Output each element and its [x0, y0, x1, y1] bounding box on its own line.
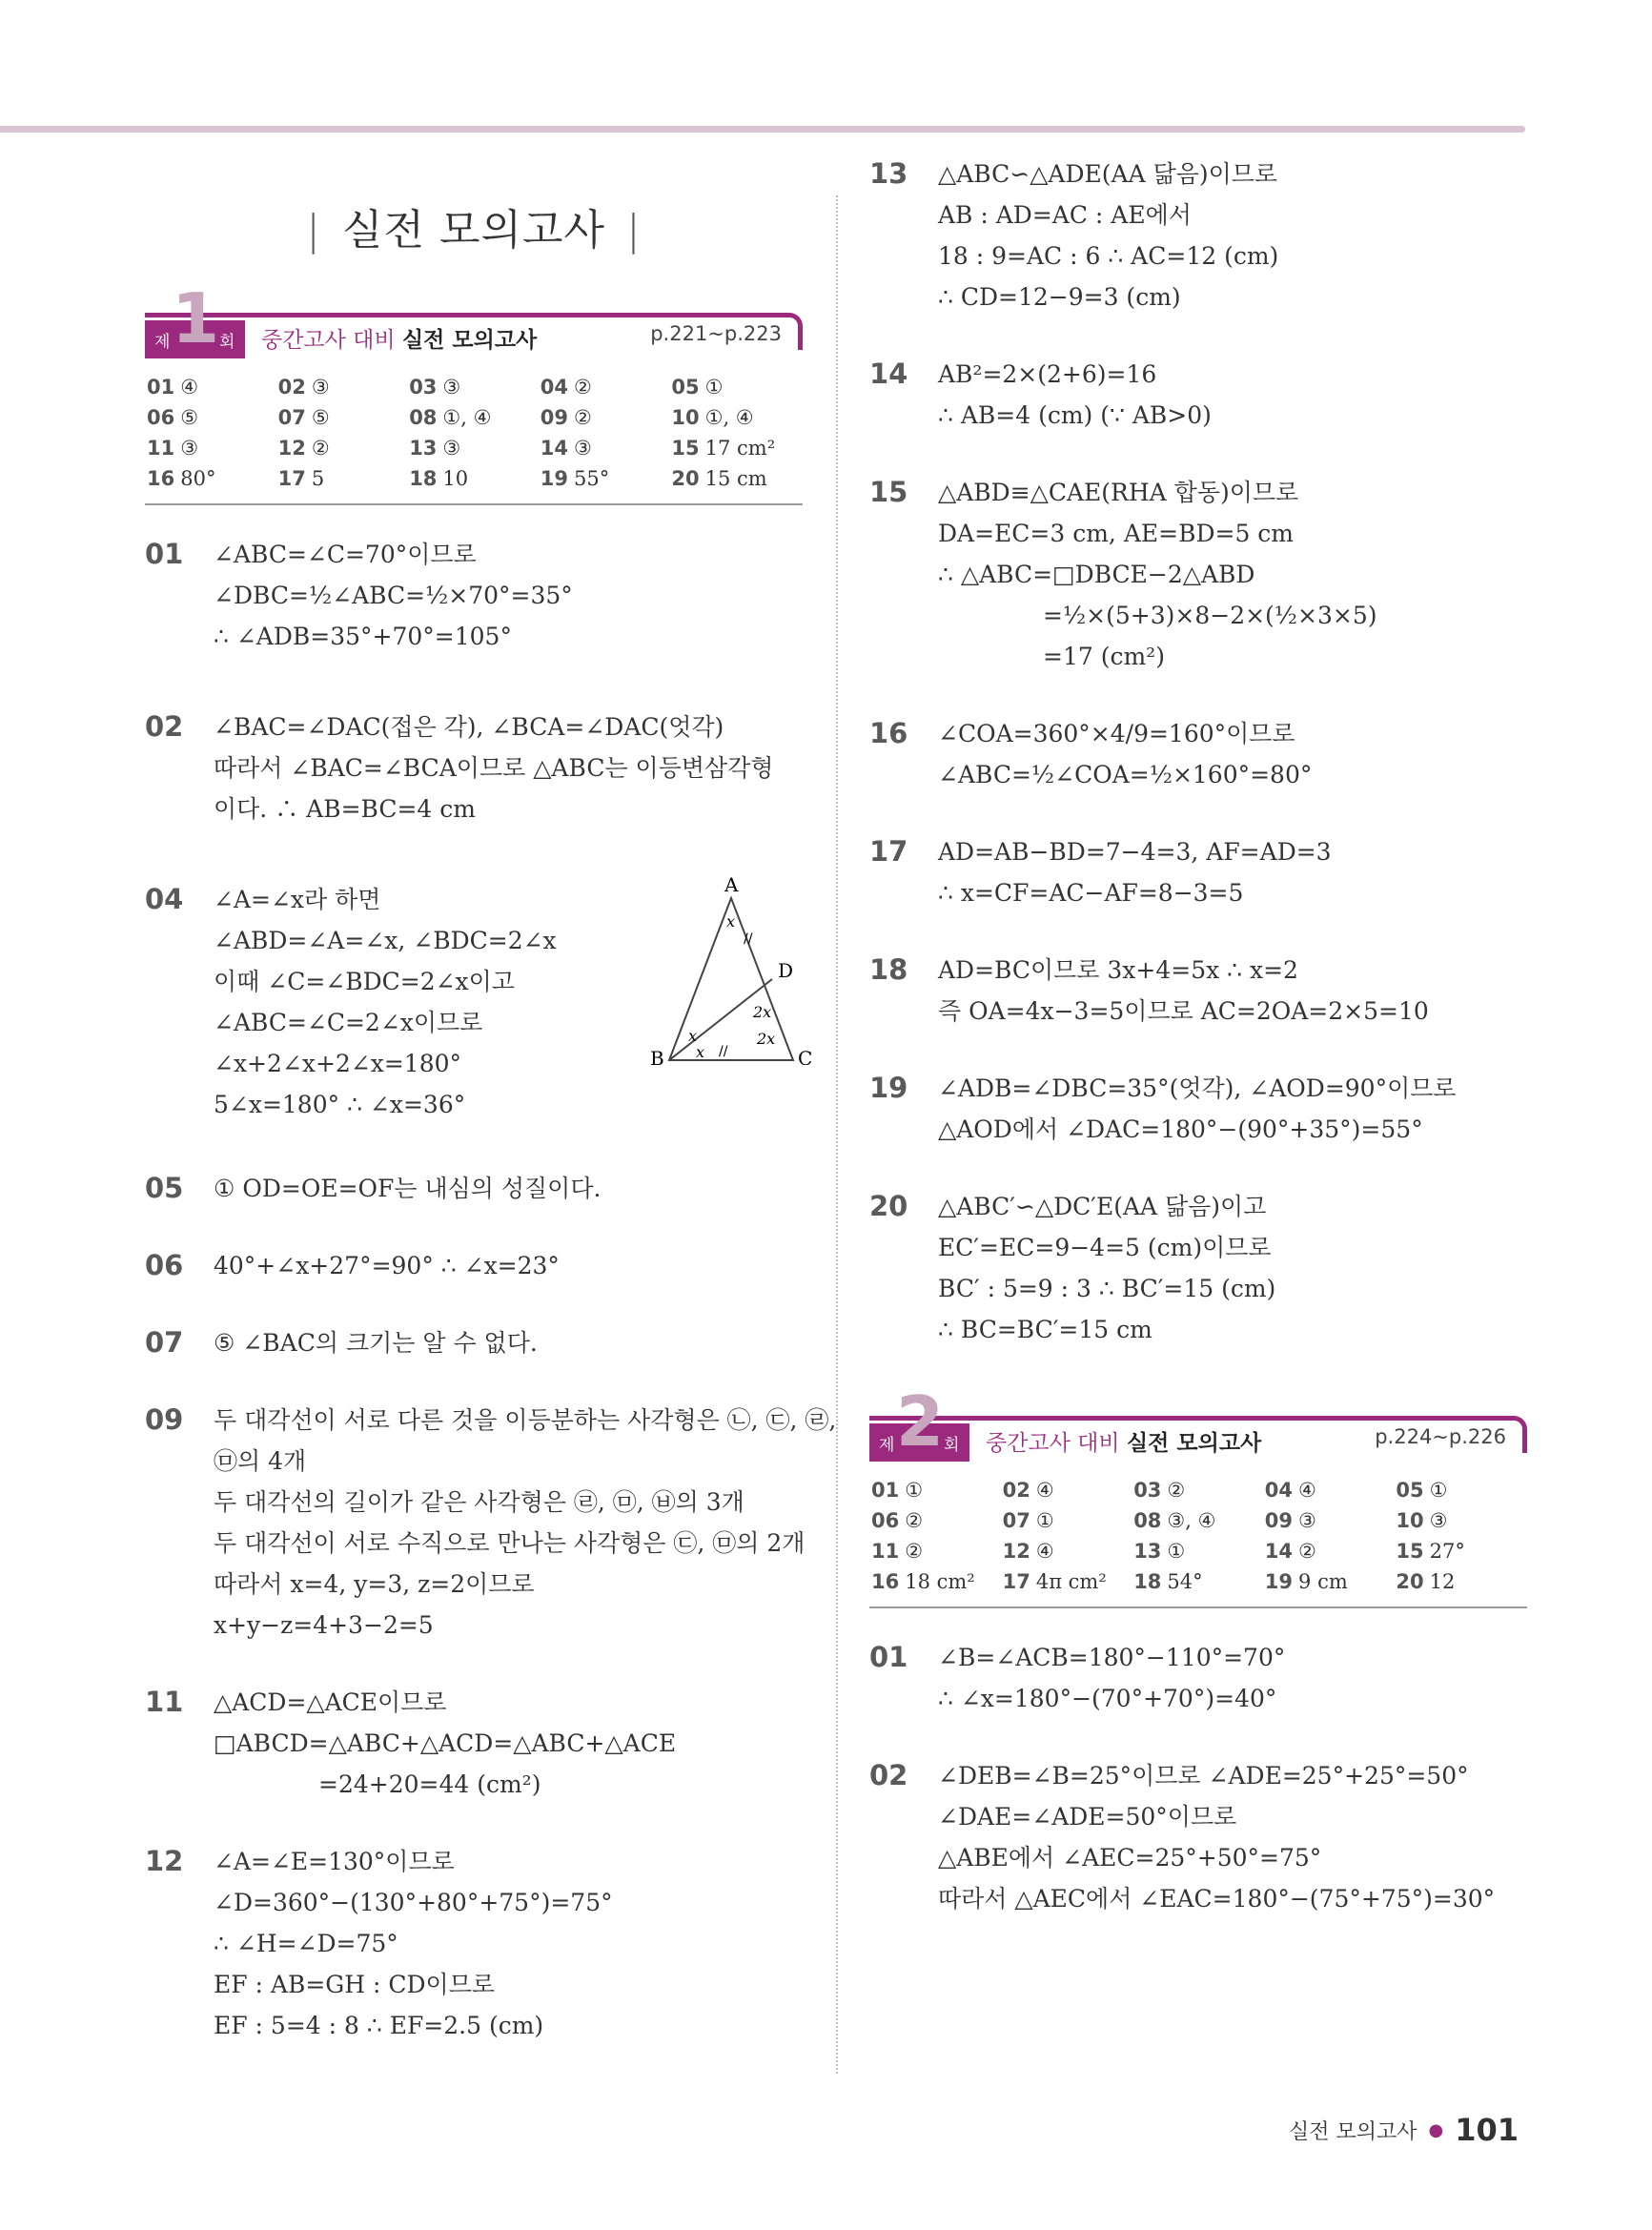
solution-line: AB : AD=AC : AE에서: [938, 201, 1192, 229]
column-divider: [836, 195, 838, 2074]
problem-number: 14: [869, 358, 908, 390]
answer-number: 10: [671, 406, 700, 429]
right-column: [869, 157, 1527, 1919]
answer-item: [540, 406, 672, 429]
answer-item: [147, 376, 278, 399]
answer-number: 20: [1396, 1570, 1424, 1593]
answer-value: ⑤: [180, 406, 199, 429]
answer-value: 4π cm²: [1035, 1570, 1107, 1593]
solution-line: 따라서 ∠BAC=∠BCA이므로 △ABC는 이등변삼각형: [214, 754, 774, 782]
problem-number: 09: [145, 1403, 184, 1436]
solution-line: △ABC∽△ADE(AA 닮음)이므로: [938, 160, 1278, 188]
solution-line: ∠A=∠x라 하면: [214, 886, 381, 913]
answer-number: 09: [1264, 1509, 1294, 1532]
answer-value: ①: [1429, 1479, 1448, 1502]
solution-line: ∴ BC=BC′=15 cm: [938, 1316, 1152, 1343]
answer-value: ③: [311, 376, 330, 399]
solution-line: ∴ CD=12−9=3 (cm): [938, 283, 1181, 311]
solution-line: =17 (cm²): [1043, 643, 1165, 670]
problem-number: 02: [869, 1759, 908, 1791]
problem-number: 01: [869, 1641, 908, 1673]
solution-line: EF : 5=4 : 8 ∴ EF=2.5 (cm): [214, 2012, 544, 2039]
problem-right-18: [869, 950, 1527, 1032]
answer-item: [409, 437, 540, 460]
answer-value: 27°: [1429, 1540, 1465, 1563]
answer-value: ④: [180, 376, 199, 399]
problem-left-11: [145, 1682, 803, 1805]
problem-left-05: [145, 1168, 803, 1209]
answer-item: [1265, 1540, 1397, 1563]
label-B: B: [650, 1047, 664, 1065]
answer-item: [1133, 1509, 1265, 1532]
answer-value: ③: [574, 437, 592, 460]
answer-value: ②: [574, 406, 592, 429]
round2-header: [869, 1381, 1527, 1462]
answer-item: [540, 376, 672, 399]
solution-line: ∴ ∠H=∠D=75°: [214, 1930, 398, 1957]
problem-number: 02: [145, 710, 184, 743]
answer-value: 54°: [1167, 1570, 1203, 1593]
answer-item: [871, 1540, 1003, 1563]
answer-item: [671, 437, 803, 460]
answer-value: 18 cm²: [905, 1570, 975, 1593]
solution-line: ∠COA=360°×4/9=160°이므로: [938, 720, 1295, 747]
solution-line: 두 대각선이 서로 다른 것을 이등분하는 사각형은 ㉡, ㉢, ㉣,: [214, 1406, 837, 1434]
solution-line: ∠D=360°−(130°+80°+75°)=75°: [214, 1889, 613, 1916]
answer-item: [1003, 1570, 1134, 1593]
answer-item: [147, 437, 278, 460]
answer-value: ①: [1167, 1540, 1186, 1563]
answer-value: 17 cm²: [704, 437, 776, 460]
round1-label: 중간고사 대비 실전 모의고사: [261, 328, 538, 353]
problem-right-14: [869, 354, 1527, 436]
svg-text://: //: [744, 931, 753, 947]
solution-line: AD=BC이므로 3x+4=5x ∴ x=2: [938, 956, 1298, 984]
answer-item: [1133, 1479, 1265, 1502]
round2-badge: 2 제 회: [869, 1423, 969, 1462]
solution-line: △AOD에서 ∠DAC=180°−(90°+35°)=55°: [938, 1115, 1423, 1143]
solution-line: 따라서 x=4, y=3, z=2이므로: [214, 1570, 535, 1598]
solution-line: ∴ △ABC=□DBCE−2△ABD: [938, 561, 1255, 588]
round1-badge: 1 제 회: [145, 320, 245, 358]
solution-line: ∠ABC=½∠COA=½×160°=80°: [938, 761, 1313, 788]
page-footer: 실전 모의고사 ● 101: [1288, 2112, 1519, 2148]
solution-line: ∴ ∠x=180°−(70°+70°)=40°: [938, 1685, 1277, 1712]
answer-item: [1396, 1509, 1527, 1532]
answer-value: ①: [905, 1479, 924, 1502]
solution-line: ∠DBC=½∠ABC=½×70°=35°: [214, 582, 573, 609]
answer-value: ③: [180, 437, 199, 460]
solution-line: ∠ADB=∠DBC=35°(엇각), ∠AOD=90°이므로: [938, 1074, 1457, 1102]
answer-value: 5: [311, 467, 325, 490]
answer-item: [671, 467, 803, 490]
answer-value: ①: [1035, 1509, 1054, 1532]
solution-line: △ACD=△ACE이므로: [214, 1688, 447, 1716]
problem-number: 17: [869, 835, 908, 868]
answer-number: 14: [540, 437, 569, 460]
problem-left-12: [145, 1841, 803, 2046]
answer-item: [1265, 1479, 1397, 1502]
solution-line: ∠DAE=∠ADE=50°이므로: [938, 1803, 1237, 1831]
answer-item: [1003, 1479, 1134, 1502]
answer-number: 06: [147, 406, 175, 429]
answer-item: [409, 467, 540, 490]
problem-number: 18: [869, 953, 908, 986]
solution-line: ∠DEB=∠B=25°이므로 ∠ADE=25°+25°=50°: [938, 1762, 1469, 1790]
answer-item: [671, 406, 803, 429]
problem-left-09: [145, 1400, 837, 1646]
solution-line: ∴ AB=4 (cm) (∵ AB>0): [938, 401, 1212, 429]
answer-value: ③: [442, 376, 461, 399]
round1-header: [145, 278, 803, 358]
left-column: [145, 186, 837, 2046]
problem-number: 01: [145, 538, 184, 570]
answer-value: ②: [574, 376, 592, 399]
answer-number: 08: [409, 406, 438, 429]
problem-right-15: [869, 472, 1527, 677]
solution-line: △ABE에서 ∠AEC=25°+50°=75°: [938, 1844, 1322, 1872]
answer-value: ①: [704, 376, 724, 399]
solution-line: ∴ ∠ADB=35°+70°=105°: [214, 623, 512, 650]
angle-x-B1: x: [688, 1027, 698, 1045]
angle-2x-C: 2x: [757, 1030, 776, 1048]
answer-item: [1265, 1570, 1397, 1593]
answer-item: [278, 406, 410, 429]
answer-number: 13: [1133, 1540, 1162, 1563]
solution-line: △ABC′∽△DC′E(AA 닮음)이고: [938, 1193, 1267, 1220]
solution-line: EC′=EC=9−4=5 (cm)이므로: [938, 1234, 1272, 1261]
solution-line: ∠B=∠ACB=180°−110°=70°: [938, 1644, 1286, 1671]
answer-number: 18: [409, 467, 438, 490]
answer-number: 17: [277, 467, 306, 490]
section-title: | 실전 모의고사 |: [306, 206, 642, 255]
problem-right-19: [869, 1068, 1527, 1150]
answer-value: 12: [1429, 1570, 1456, 1593]
angle-2x-D: 2x: [753, 1003, 772, 1021]
answer-value: ③: [1429, 1509, 1448, 1532]
answer-value: 10: [442, 467, 469, 490]
answer-value: ③, ④: [1167, 1509, 1216, 1532]
angle-x-B2: x: [696, 1043, 705, 1061]
round2-pages: p.224~p.226: [1375, 1425, 1506, 1448]
problem-number: 12: [145, 1845, 184, 1877]
solution-line: ⑤ ∠BAC의 크기는 알 수 없다.: [214, 1329, 538, 1357]
problem-number: 04: [145, 883, 184, 915]
answer-number: 02: [277, 376, 306, 399]
problem-round2-02: [869, 1755, 1527, 1919]
solution-line: 두 대각선의 길이가 같은 사각형은 ㉣, ㉤, ㉥의 3개: [214, 1488, 744, 1516]
answer-item: [871, 1509, 1003, 1532]
answer-value: ①, ④: [704, 406, 754, 429]
answer-value: ③: [442, 437, 461, 460]
answer-item: [278, 467, 410, 490]
answer-value: ④: [1035, 1540, 1054, 1563]
answer-value: ④: [1035, 1479, 1054, 1502]
problem-right-20: [869, 1186, 1527, 1350]
solution-line: DA=EC=3 cm, AE=BD=5 cm: [938, 520, 1294, 547]
solution-line: ∠ABC=∠C=2∠x이므로: [214, 1009, 483, 1036]
problem-number: 15: [869, 476, 908, 508]
answer-number: 18: [1133, 1570, 1162, 1593]
answer-value: ⑤: [311, 406, 330, 429]
answer-number: 01: [147, 376, 175, 399]
answer-value: 15 cm: [704, 467, 767, 490]
solution-line: AB²=2×(2+6)=16: [938, 360, 1157, 388]
answer-item: [1133, 1540, 1265, 1563]
answer-item: [1265, 1509, 1397, 1532]
isosceles-triangle-figure: [650, 874, 812, 1065]
answer-number: 20: [671, 467, 700, 490]
problem-number: 13: [869, 157, 908, 190]
answer-item: [871, 1479, 1003, 1502]
answer-item: [1396, 1479, 1527, 1502]
problem-number: 06: [145, 1249, 184, 1281]
solution-line: 즉 OA=4x−3=5이므로 AC=2OA=2×5=10: [938, 997, 1429, 1025]
problem-left-02: [145, 706, 803, 829]
left-problem-list: [145, 534, 837, 2046]
label-D: D: [778, 959, 794, 982]
solution-line: ① OD=OE=OF는 내심의 성질이다.: [214, 1175, 602, 1202]
answer-item: [1396, 1570, 1527, 1593]
solution-line: 따라서 △AEC에서 ∠EAC=180°−(75°+75°)=30°: [938, 1885, 1496, 1913]
round2-problem-list: [869, 1637, 1527, 1919]
answer-number: 15: [1396, 1540, 1424, 1563]
problem-left-04: [145, 874, 812, 1125]
answer-number: 12: [277, 437, 306, 460]
problem-round2-01: [869, 1637, 1527, 1719]
page-number: 101: [1455, 2112, 1519, 2148]
top-rule: [0, 126, 1525, 133]
answer-number: 08: [1133, 1509, 1162, 1532]
answer-number: 17: [1002, 1570, 1030, 1593]
answer-value: ③: [1298, 1509, 1316, 1532]
answer-number: 19: [540, 467, 569, 490]
solution-line: 두 대각선이 서로 수직으로 만나는 사각형은 ㉢, ㉤의 2개: [214, 1529, 806, 1557]
problem-left-07: [145, 1322, 803, 1363]
problem-left-01: [145, 534, 803, 657]
solution-line: ∴ x=CF=AC−AF=8−3=5: [938, 879, 1244, 907]
round1-pages: p.221~p.223: [650, 322, 782, 345]
round2-label: 중간고사 대비 실전 모의고사: [986, 1431, 1262, 1456]
answer-number: 16: [147, 467, 175, 490]
answer-number: 13: [409, 437, 438, 460]
answer-number: 09: [540, 406, 569, 429]
answer-value: ②: [1298, 1540, 1316, 1563]
answer-item: [1003, 1509, 1134, 1532]
round2-answer-grid: [869, 1467, 1527, 1608]
solution-line: ∠ABC=∠C=70°이므로: [214, 541, 477, 568]
solution-line: 이때 ∠C=∠BDC=2∠x이고: [214, 968, 515, 995]
answer-number: 16: [871, 1570, 900, 1593]
answer-number: 04: [540, 376, 569, 399]
right-problem-list: [869, 153, 1527, 1350]
answer-value: ②: [905, 1509, 924, 1532]
solution-line: x+y−z=4+3−2=5: [214, 1611, 434, 1639]
problem-right-17: [869, 831, 1527, 913]
answer-value: ④: [1298, 1479, 1316, 1502]
answer-item: [147, 467, 278, 490]
answer-value: ②: [905, 1540, 924, 1563]
solution-line: 5∠x=180° ∴ ∠x=36°: [214, 1091, 466, 1118]
answer-number: 11: [147, 437, 175, 460]
answer-number: 15: [671, 437, 700, 460]
answer-number: 10: [1396, 1509, 1424, 1532]
angle-x-A: x: [726, 912, 736, 931]
answer-item: [671, 376, 803, 399]
answer-item: [409, 376, 540, 399]
answer-item: [540, 467, 672, 490]
answer-number: 05: [1396, 1479, 1424, 1502]
problem-number: 11: [145, 1686, 184, 1718]
answer-item: [540, 437, 672, 460]
solution-line: BC′ : 5=9 : 3 ∴ BC′=15 (cm): [938, 1275, 1276, 1302]
answer-value: 80°: [180, 467, 216, 490]
answer-item: [871, 1570, 1003, 1593]
solution-line: ㉤의 4개: [214, 1447, 307, 1475]
answer-value: 9 cm: [1298, 1570, 1348, 1593]
solution-line: 40°+∠x+27°=90° ∴ ∠x=23°: [214, 1252, 560, 1279]
answer-item: [278, 437, 410, 460]
answer-number: 12: [1002, 1540, 1030, 1563]
answer-item: [409, 406, 540, 429]
answer-number: 02: [1002, 1479, 1030, 1502]
answer-value: ①, ④: [442, 406, 492, 429]
problem-number: 07: [145, 1326, 184, 1359]
solution-line: ∠BAC=∠DAC(접은 각), ∠BCA=∠DAC(엇각): [214, 713, 724, 741]
solution-line: EF : AB=GH : CD이므로: [214, 1971, 495, 1998]
bullet-icon: ●: [1428, 2119, 1444, 2140]
problem-left-06: [145, 1245, 803, 1286]
solution-line: =½×(5+3)×8−2×(½×3×5): [1043, 602, 1377, 629]
answer-number: 14: [1264, 1540, 1294, 1563]
svg-text://: //: [719, 1044, 728, 1059]
answer-item: [147, 406, 278, 429]
answer-item: [1003, 1540, 1134, 1563]
problem-number: 20: [869, 1190, 908, 1222]
answer-number: 06: [871, 1509, 900, 1532]
answer-number: 07: [1002, 1509, 1030, 1532]
answer-number: 19: [1264, 1570, 1294, 1593]
solution-line: ∠x+2∠x+2∠x=180°: [214, 1050, 462, 1077]
answer-value: ②: [1167, 1479, 1186, 1502]
solution-line: △ABD≡△CAE(RHA 합동)이므로: [938, 479, 1299, 506]
answer-value: 55°: [574, 467, 610, 490]
answer-number: 03: [1133, 1479, 1162, 1502]
problem-number: 16: [869, 717, 908, 749]
solution-line: □ABCD=△ABC+△ACD=△ABC+△ACE: [214, 1729, 677, 1757]
problem-right-16: [869, 713, 1527, 795]
solution-line: AD=AB−BD=7−4=3, AF=AD=3: [938, 838, 1332, 866]
problem-right-13: [869, 153, 1527, 317]
solution-line: 18 : 9=AC : 6 ∴ AC=12 (cm): [938, 242, 1279, 270]
answer-number: 07: [277, 406, 306, 429]
answer-item: [1396, 1540, 1527, 1563]
answer-number: 05: [671, 376, 700, 399]
solution-line: ∠A=∠E=130°이므로: [214, 1848, 455, 1875]
answer-number: 04: [1264, 1479, 1294, 1502]
solution-line: =24+20=44 (cm²): [318, 1770, 541, 1798]
answer-number: 03: [409, 376, 438, 399]
answer-value: ②: [311, 437, 330, 460]
round1-answer-grid: [145, 364, 803, 505]
label-A: A: [724, 874, 739, 896]
problem-number: 05: [145, 1172, 184, 1204]
solution-line: 이다. ∴ AB=BC=4 cm: [214, 795, 476, 823]
answer-number: 11: [871, 1540, 900, 1563]
answer-item: [278, 376, 410, 399]
answer-item: [1133, 1570, 1265, 1593]
solution-line: ∠ABD=∠A=∠x, ∠BDC=2∠x: [214, 927, 557, 954]
answer-number: 01: [871, 1479, 900, 1502]
label-C: C: [798, 1047, 812, 1065]
problem-number: 19: [869, 1072, 908, 1104]
